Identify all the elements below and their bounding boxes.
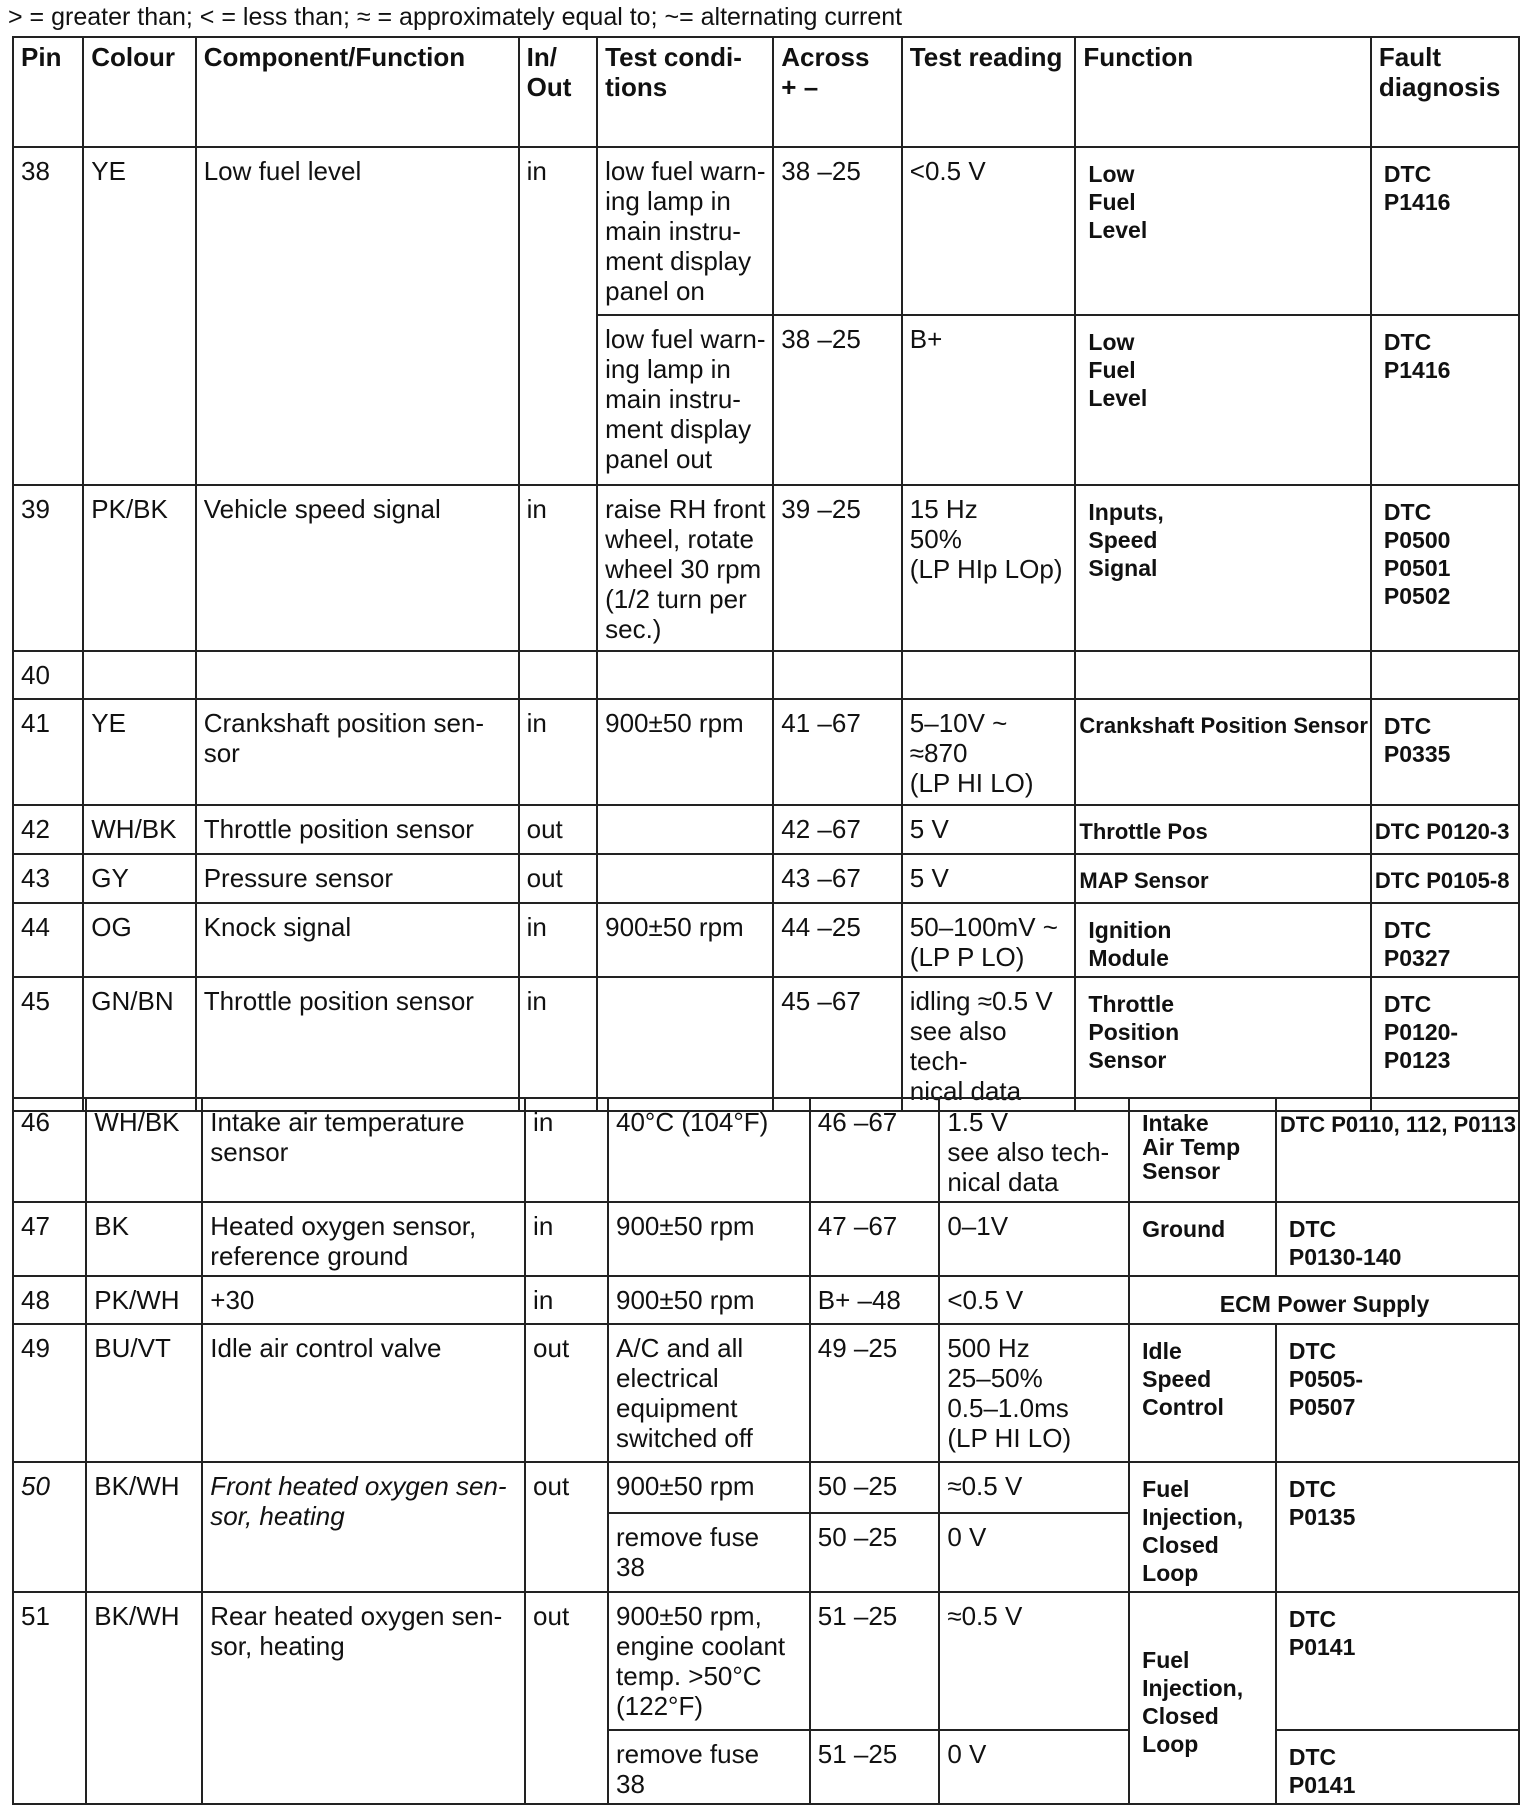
fault-cell: DTC P0120- P0123: [1371, 977, 1519, 1111]
table-row-pin-38: [13, 147, 1519, 315]
function-cell: Ignition Module: [1075, 903, 1371, 977]
component-cell: Throttle position sensor: [196, 805, 519, 854]
component-cell: Vehicle speed signal: [196, 485, 519, 651]
function-cell: Crankshaft Position Sensor: [1075, 699, 1371, 805]
io-cell: out: [519, 854, 598, 903]
io-cell: out: [525, 1592, 608, 1804]
function-cell: Low Fuel Level: [1075, 315, 1371, 485]
test-condition-cell: 900±50 rpm: [608, 1276, 810, 1324]
header-component: Component/Function: [196, 37, 519, 147]
fault-cell: [1371, 651, 1519, 699]
component-cell: Crankshaft position sen- sor: [196, 699, 519, 805]
pin-cell: 42: [13, 805, 83, 854]
across-cell: 50 –25: [810, 1462, 940, 1513]
pinout-table-upper: [12, 36, 1520, 1112]
across-cell: 42 –67: [773, 805, 902, 854]
table-row-pin-48: [13, 1276, 1519, 1324]
test-condition-cell: low fuel warn- ing lamp in main instru- ment display panel on: [597, 147, 773, 315]
component-cell: Idle air control valve: [202, 1324, 525, 1462]
function-cell: Fuel Injection, Closed Loop: [1129, 1592, 1276, 1804]
pin-cell: 38: [13, 147, 83, 485]
across-cell: 45 –67: [773, 977, 902, 1111]
function-cell: Idle Speed Control: [1129, 1324, 1276, 1462]
table-row-pin-50: [13, 1462, 1519, 1513]
across-cell: 46 –67: [810, 1098, 940, 1202]
test-condition-cell: 40°C (104°F): [608, 1098, 810, 1202]
function-cell: Inputs, Speed Signal: [1075, 485, 1371, 651]
across-cell: 38 –25: [773, 147, 902, 315]
fault-cell: DTC P0505- P0507: [1276, 1324, 1519, 1462]
function-cell: MAP Sensor: [1075, 854, 1371, 903]
symbol-legend: > = greater than; < = less than; ≈ = approximately equal to; ~= alternating current: [8, 3, 903, 31]
across-cell: B+ –48: [810, 1276, 940, 1324]
header-across: Across + –: [773, 37, 902, 147]
header-colour: Colour: [83, 37, 195, 147]
test-condition-cell: remove fuse 38: [608, 1730, 810, 1804]
header-test-conditions: Test condi- tions: [597, 37, 773, 147]
across-cell: 49 –25: [810, 1324, 940, 1462]
io-cell: in: [525, 1098, 608, 1202]
test-reading-cell: 5 V: [902, 805, 1076, 854]
colour-cell: PK/WH: [86, 1276, 202, 1324]
test-reading-cell: 500 Hz 25–50% 0.5–1.0ms (LP HI LO): [939, 1324, 1129, 1462]
test-reading-cell: [902, 651, 1076, 699]
table-row-pin-47: [13, 1202, 1519, 1276]
colour-cell: BK: [86, 1202, 202, 1276]
function-cell: Ground: [1129, 1202, 1276, 1276]
io-cell: [519, 651, 598, 699]
component-cell: Rear heated oxygen sen- sor, heating: [202, 1592, 525, 1804]
table-row-pin-51: [13, 1592, 1519, 1730]
function-cell: Intake Air Temp Sensor: [1129, 1098, 1276, 1202]
across-cell: 47 –67: [810, 1202, 940, 1276]
colour-cell: GY: [83, 854, 195, 903]
pin-cell: 40: [13, 651, 83, 699]
test-reading-cell: ≈0.5 V: [939, 1462, 1129, 1513]
header-pin: Pin: [13, 37, 83, 147]
colour-cell: WH/BK: [83, 805, 195, 854]
component-cell: +30: [202, 1276, 525, 1324]
component-cell: Throttle position sensor: [196, 977, 519, 1111]
table-row-pin-49: [13, 1324, 1519, 1462]
pin-cell: 46: [13, 1098, 86, 1202]
colour-cell: OG: [83, 903, 195, 977]
test-condition-cell: 900±50 rpm: [597, 903, 773, 977]
pin-cell: 45: [13, 977, 83, 1111]
fault-cell: DTC P0141: [1276, 1730, 1519, 1804]
component-cell: Intake air temperature sensor: [202, 1098, 525, 1202]
table-row-pin-40: [13, 651, 1519, 699]
fault-cell: DTC P0500 P0501 P0502: [1371, 485, 1519, 651]
test-reading-cell: 1.5 V see also tech- nical data: [939, 1098, 1129, 1202]
fault-cell: DTC P1416: [1371, 147, 1519, 315]
pin-cell: 48: [13, 1276, 86, 1324]
test-condition-cell: [597, 651, 773, 699]
table-row-pin-42: [13, 805, 1519, 854]
table-row-pin-45: [13, 977, 1519, 1111]
io-cell: in: [519, 147, 598, 485]
ecm-power-supply-cell: ECM Power Supply: [1129, 1276, 1519, 1324]
table-row-pin-41: [13, 699, 1519, 805]
io-cell: in: [519, 699, 598, 805]
component-cell: Low fuel level: [196, 147, 519, 485]
across-cell: 39 –25: [773, 485, 902, 651]
function-cell: Fuel Injection, Closed Loop: [1129, 1462, 1276, 1592]
component-cell: Front heated oxygen sen- sor, heating: [202, 1462, 525, 1592]
test-reading-cell: 0 V: [939, 1513, 1129, 1592]
fault-cell: DTC P0335: [1371, 699, 1519, 805]
test-reading-cell: 5 V: [902, 854, 1076, 903]
test-reading-cell: 0 V: [939, 1730, 1129, 1804]
test-condition-cell: A/C and all electrical equipment switched off: [608, 1324, 810, 1462]
pin-cell: 51: [13, 1592, 86, 1804]
component-cell: Pressure sensor: [196, 854, 519, 903]
test-reading-cell: 5–10V ~ ≈870 (LP HI LO): [902, 699, 1076, 805]
across-cell: 51 –25: [810, 1592, 940, 1730]
io-cell: in: [519, 903, 598, 977]
test-reading-cell: ≈0.5 V: [939, 1592, 1129, 1730]
colour-cell: YE: [83, 699, 195, 805]
header-test-reading: Test reading: [902, 37, 1076, 147]
fault-cell: DTC P0141: [1276, 1592, 1519, 1730]
test-condition-cell: raise RH front wheel, rotate wheel 30 rpm (1/2 turn per sec.): [597, 485, 773, 651]
across-cell: [773, 651, 902, 699]
colour-cell: GN/BN: [83, 977, 195, 1111]
fault-cell: DTC P0120-3: [1371, 805, 1519, 854]
test-condition-cell: [597, 805, 773, 854]
header-fault-diagnosis: Fault diagnosis: [1371, 37, 1519, 147]
pin-cell: 49: [13, 1324, 86, 1462]
pin-cell: 41: [13, 699, 83, 805]
fault-cell: DTC P1416: [1371, 315, 1519, 485]
table-row-pin-44: [13, 903, 1519, 977]
header-in-out: In/ Out: [519, 37, 598, 147]
io-cell: out: [519, 805, 598, 854]
test-condition-cell: 900±50 rpm: [608, 1462, 810, 1513]
test-reading-cell: 50–100mV ~ (LP P LO): [902, 903, 1076, 977]
test-condition-cell: [597, 977, 773, 1111]
fault-cell: DTC P0130-140: [1276, 1202, 1519, 1276]
function-cell: Low Fuel Level: [1075, 147, 1371, 315]
pinout-table-lower: [12, 1097, 1520, 1805]
colour-cell: [83, 651, 195, 699]
io-cell: in: [525, 1276, 608, 1324]
test-condition-cell: 900±50 rpm: [608, 1202, 810, 1276]
fault-cell: DTC P0135: [1276, 1462, 1519, 1592]
pin-cell: 39: [13, 485, 83, 651]
test-condition-cell: 900±50 rpm, engine coolant temp. >50°C (122°F): [608, 1592, 810, 1730]
fault-cell: DTC P0110, 112, P0113: [1276, 1098, 1519, 1202]
table-row-pin-43: [13, 854, 1519, 903]
function-cell: Throttle Position Sensor: [1075, 977, 1371, 1111]
function-cell: [1075, 651, 1371, 699]
function-cell: Throttle Pos: [1075, 805, 1371, 854]
colour-cell: BU/VT: [86, 1324, 202, 1462]
test-condition-cell: remove fuse 38: [608, 1513, 810, 1592]
test-condition-cell: 900±50 rpm: [597, 699, 773, 805]
test-reading-cell: 0–1V: [939, 1202, 1129, 1276]
header-row: [13, 37, 1519, 147]
pin-cell: 44: [13, 903, 83, 977]
component-cell: Heated oxygen sensor, reference ground: [202, 1202, 525, 1276]
io-cell: out: [525, 1462, 608, 1592]
fault-cell: DTC P0327: [1371, 903, 1519, 977]
fault-cell: DTC P0105-8: [1371, 854, 1519, 903]
pin-cell: 47: [13, 1202, 86, 1276]
test-reading-cell: 15 Hz 50% (LP HIp LOp): [902, 485, 1076, 651]
component-cell: [196, 651, 519, 699]
across-cell: 50 –25: [810, 1513, 940, 1592]
table-row-pin-39: [13, 485, 1519, 651]
across-cell: 51 –25: [810, 1730, 940, 1804]
pin-cell: 43: [13, 854, 83, 903]
test-reading-cell: B+: [902, 315, 1076, 485]
table-row-pin-46: [13, 1098, 1519, 1202]
test-reading-cell: idling ≈0.5 V see also tech- nical data: [902, 977, 1076, 1111]
colour-cell: BK/WH: [86, 1462, 202, 1592]
test-condition-cell: low fuel warn- ing lamp in main instru- ment display panel out: [597, 315, 773, 485]
test-reading-cell: <0.5 V: [902, 147, 1076, 315]
colour-cell: WH/BK: [86, 1098, 202, 1202]
across-cell: 44 –25: [773, 903, 902, 977]
component-cell: Knock signal: [196, 903, 519, 977]
io-cell: in: [525, 1202, 608, 1276]
across-cell: 38 –25: [773, 315, 902, 485]
test-reading-cell: <0.5 V: [939, 1276, 1129, 1324]
io-cell: in: [519, 485, 598, 651]
across-cell: 43 –67: [773, 854, 902, 903]
header-function: Function: [1075, 37, 1371, 147]
pin-cell: 50: [13, 1462, 86, 1592]
io-cell: out: [525, 1324, 608, 1462]
test-condition-cell: [597, 854, 773, 903]
colour-cell: PK/BK: [83, 485, 195, 651]
colour-cell: BK/WH: [86, 1592, 202, 1804]
colour-cell: YE: [83, 147, 195, 485]
io-cell: in: [519, 977, 598, 1111]
across-cell: 41 –67: [773, 699, 902, 805]
